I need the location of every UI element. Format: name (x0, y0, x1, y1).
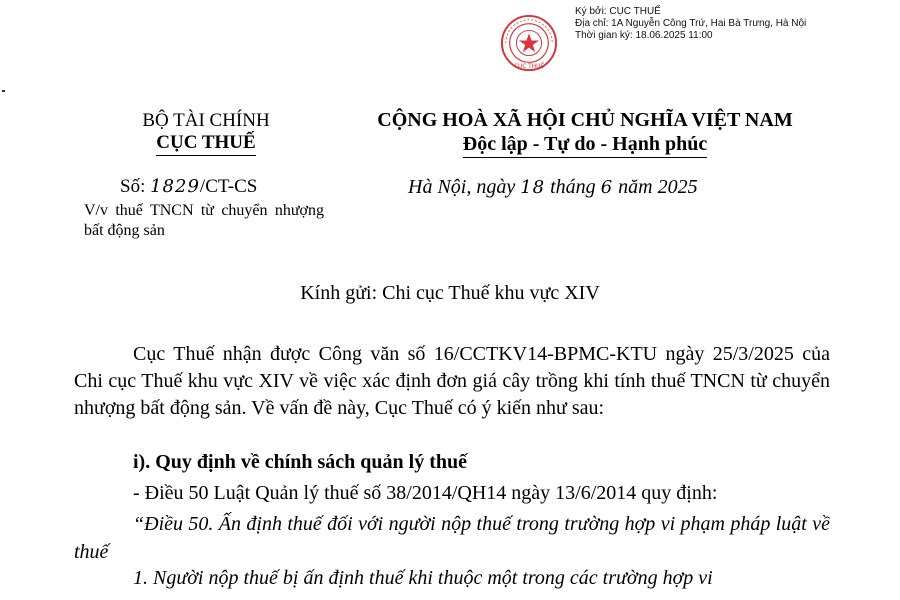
seal-text: CỤC THUẾ (514, 64, 544, 71)
document-date (408, 176, 698, 199)
official-seal-icon (500, 14, 558, 72)
document-subject: V/v thuế TNCN từ chuyển nhượng bất động sản (84, 202, 324, 239)
digital-signature-info (575, 6, 806, 42)
issuer-header (96, 110, 316, 156)
document-number (120, 176, 257, 198)
body-paragraph-1: Cục Thuế nhận được Công văn số 16/CCTKV14-BPMC-KTU ngày 25/3/2025 của Chi cục Thuế khu vực XIV về việc xác định đơn giá cây trồng khi tính thuế TNCN từ chuyển nhượng bất động sản. Về vấn đề này, Cục Thuế có ý kiến như sau: (74, 343, 830, 419)
doc-number-handwritten: 1829 (150, 176, 200, 197)
department-name: CỤC THUẾ (156, 132, 255, 156)
signed-time: Thời gian ký: 18.06.2025 11:00 (575, 30, 713, 41)
body-paragraph-3: “Điều 50. Ấn định thuế đối với người nộp thuế trong trường hợp vi phạm pháp luật về thuế (74, 513, 830, 563)
national-motto: Độc lập - Tự do - Hạnh phúc (463, 132, 707, 158)
recipient-line: Kính gửi: Chi cục Thuế khu vực XIV (300, 282, 600, 304)
date-year: năm 2025 (618, 176, 698, 198)
body-paragraph-4: 1. Người nộp thuế bị ấn định thuế khi thuộc một trong các trường hợp vi (133, 567, 713, 589)
signed-by: Ký bởi: CỤC THUẾ (575, 6, 661, 17)
nation-name: CỘNG HOÀ XÃ HỘI CHỦ NGHĨA VIỆT NAM (377, 109, 793, 131)
ministry-name: BỘ TÀI CHÍNH (142, 110, 270, 131)
body-paragraph-2: - Điều 50 Luật Quản lý thuế số 38/2014/QH14 ngày 13/6/2014 quy định: (133, 482, 718, 504)
scan-mark (2, 90, 5, 92)
signer-address: Địa chỉ: 1A Nguyễn Công Trứ, Hai Bà Trưng, Hà Nội (575, 18, 807, 29)
date-month-label: tháng (550, 176, 596, 198)
date-month: 6 (600, 177, 614, 198)
doc-number-prefix: Số: (120, 176, 146, 197)
date-day: 18 (520, 177, 546, 198)
doc-number-suffix: /CT-CS (199, 176, 258, 197)
section-heading-1: i). Quy định về chính sách quản lý thuế (133, 451, 467, 473)
date-place: Hà Nội, ngày (408, 176, 516, 198)
national-header (330, 108, 840, 158)
